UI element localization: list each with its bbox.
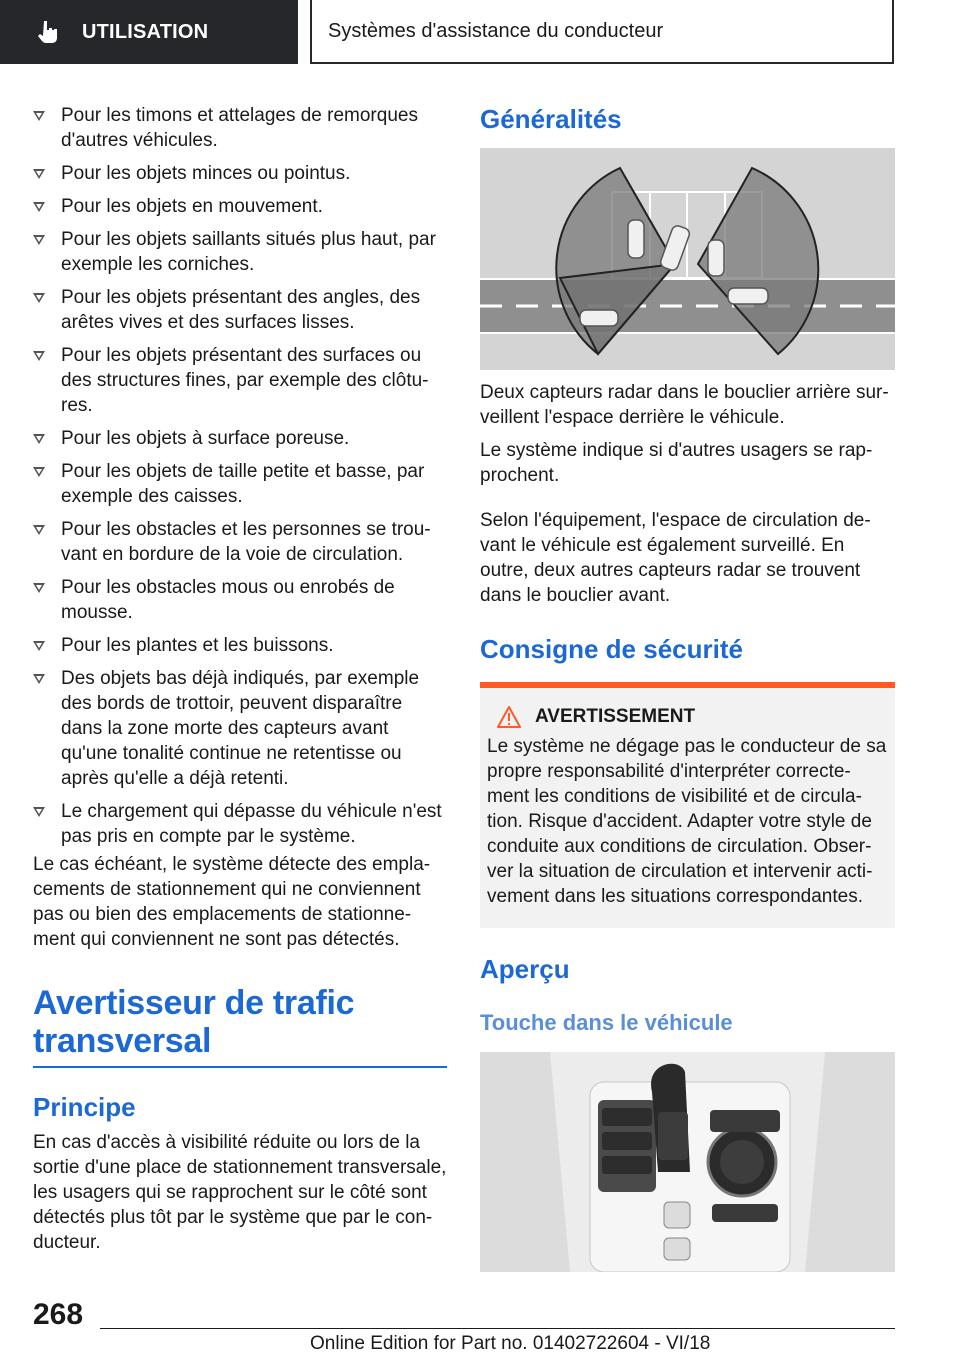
button-heading: Touche dans le véhicule: [480, 1010, 733, 1035]
triangle-bullet-icon: [33, 169, 45, 179]
principle-text: En cas d'accès à visibilité réduite ou lors de la sortie d'une place de stationnement transversale, les usagers qui se rapprochent sur le côté sont détectés plus tôt par le système que par le con-ducteur.: [33, 1132, 447, 1253]
principle-heading: Principe: [33, 1092, 136, 1122]
chapter-heading: Avertisseur de trafic transversal: [33, 984, 355, 1060]
triangle-bullet-icon: [33, 111, 45, 121]
list-item: Pour les objets en mouvement.: [33, 194, 447, 219]
general-heading: Généralités: [480, 104, 622, 134]
list-item: Pour les obstacles mous ou enrobés de mousse.: [33, 575, 447, 625]
warning-title: AVERTISSEMENT: [535, 706, 696, 727]
triangle-bullet-icon: [33, 674, 45, 684]
triangle-bullet-icon: [33, 202, 45, 212]
overview-heading: Aperçu: [480, 954, 570, 984]
triangle-bullet-icon: [33, 293, 45, 303]
center-console-photo: [480, 1052, 895, 1272]
warning-triangle-icon: [497, 706, 521, 728]
list-item: Pour les objets minces ou pointus.: [33, 161, 447, 186]
general-paragraph-3: Selon l'équipement, l'espace de circulation de-vant le véhicule est également surveillé. En outre, deux autres capteurs radar se trouvent dans le bouclier avant.: [480, 510, 871, 606]
footer-divider: [100, 1328, 895, 1329]
radar-coverage-illustration: [480, 148, 895, 370]
chapter-title: Systèmes d'assistance du conducteur: [310, 0, 894, 64]
list-item: Des objets bas déjà indiqués, par exemple des bords de trottoir, peuvent disparaître dans la zone morte des capteurs avant qu'une tonalité continue ne retentisse ou après qu'elle a déjà retenti.: [33, 666, 447, 791]
list-item: Pour les objets saillants situés plus haut, par exemple les corniches.: [33, 227, 447, 277]
list-item: Pour les objets à surface poreuse.: [33, 426, 447, 451]
list-item: Pour les timons et attelages de remorques d'autres véhicules.: [33, 103, 447, 153]
page-number: 268: [33, 1298, 84, 1331]
general-paragraph-2: Le système indique si d'autres usagers se rap-prochent.: [480, 440, 873, 486]
list-item: Pour les obstacles et les personnes se trou-vant en bordure de la voie de circulation.: [33, 517, 447, 567]
warning-title-row: [487, 706, 887, 728]
triangle-bullet-icon: [33, 807, 45, 817]
warning-box: [480, 682, 895, 928]
pointing-hand-icon: [36, 19, 62, 45]
triangle-bullet-icon: [33, 641, 45, 651]
section-label: UTILISATION: [82, 20, 209, 43]
triangle-bullet-icon: [33, 525, 45, 535]
radar-coverage-diagram: [480, 148, 895, 370]
triangle-bullet-icon: [33, 467, 45, 477]
safety-heading: Consigne de sécurité: [480, 634, 743, 664]
list-item: Pour les objets présentant des surfaces ou des structures fines, par exemple des clôtu-res.: [33, 343, 447, 418]
heading-divider: [33, 1066, 447, 1068]
edition-note: Online Edition for Part no. 01402722604 - VI/18: [310, 1333, 711, 1354]
triangle-bullet-icon: [33, 434, 45, 444]
triangle-bullet-icon: [33, 235, 45, 245]
general-paragraph-1: Deux capteurs radar dans le bouclier arrière sur-veillent l'espace derrière le véhicule.: [480, 382, 889, 428]
list-item: Pour les objets présentant des angles, des arêtes vives et des surfaces lisses.: [33, 285, 447, 335]
header-section-tab: [0, 0, 298, 64]
list-item: Pour les objets de taille petite et basse, par exemple des caisses.: [33, 459, 447, 509]
limitations-list: [33, 103, 447, 857]
triangle-bullet-icon: [33, 351, 45, 361]
warning-text: Le système ne dégage pas le conducteur de sa propre responsabilité d'interpréter correcte-ment les conditions de visibilité et de circula-tion. Risque d'accident. Adapter votre style de conduite aux conditions de circulation. Obser-ver la situation de circulation et intervenir acti-vement dans les situations correspondantes.: [487, 736, 887, 907]
list-item: Pour les plantes et les buissons.: [33, 633, 447, 658]
list-item: Le chargement qui dépasse du véhicule n'est pas pris en compte par le système.: [33, 799, 447, 849]
triangle-bullet-icon: [33, 583, 45, 593]
closing-paragraph: Le cas échéant, le système détecte des empla-cements de stationnement qui ne conviennent pas ou bien des emplacements de stationne-ment qui conviennent ne sont pas détectés.: [33, 854, 431, 950]
center-console-illustration: [480, 1052, 895, 1272]
